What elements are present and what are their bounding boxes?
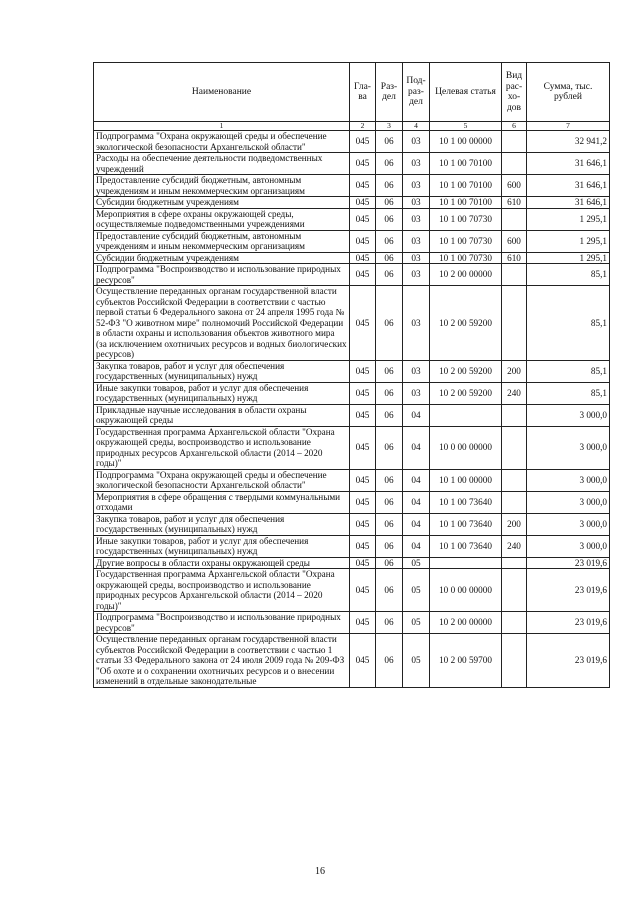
header-number: 3 xyxy=(376,122,403,131)
row-name-cell: Подпрограмма "Охрана окружающей среды и обеспечение экологической безопасности Архангельской области" xyxy=(94,131,350,153)
row-podrazdel-cell: 03 xyxy=(403,197,430,209)
table-row xyxy=(94,612,610,634)
row-glava-cell: 045 xyxy=(350,426,376,469)
row-razdel-cell: 06 xyxy=(376,491,403,513)
table-row xyxy=(94,208,610,230)
row-razdel-cell: 06 xyxy=(376,513,403,535)
row-target-article-cell: 10 2 00 00000 xyxy=(430,612,502,634)
row-target-article-cell: 10 1 00 70730 xyxy=(430,252,502,264)
row-name-cell: Государственная программа Архангельской области "Охрана окружающей среды, воспроизводство и использование природных ресурсов Архангельской области (2014 – 2020 годы)" xyxy=(94,569,350,612)
row-glava-cell: 045 xyxy=(350,286,376,361)
table-row xyxy=(94,131,610,153)
row-name-cell: Другие вопросы в области охраны окружающей среды xyxy=(94,557,350,569)
row-razdel-cell: 06 xyxy=(376,634,403,688)
row-sum-cell: 3 000,0 xyxy=(527,469,610,491)
row-target-article-cell: 10 2 00 00000 xyxy=(430,264,502,286)
row-glava-cell: 045 xyxy=(350,634,376,688)
table-row xyxy=(94,469,610,491)
row-expense-type-cell xyxy=(502,404,527,426)
row-podrazdel-cell: 03 xyxy=(403,230,430,252)
row-expense-type-cell: 240 xyxy=(502,382,527,404)
row-name-cell: Субсидии бюджетным учреждениям xyxy=(94,197,350,209)
row-sum-cell: 1 295,1 xyxy=(527,230,610,252)
header-glava: Гла-ва xyxy=(350,63,376,122)
budget-table xyxy=(93,62,610,688)
row-razdel-cell: 06 xyxy=(376,286,403,361)
row-name-cell: Подпрограмма "Охрана окружающей среды и обеспечение экологической безопасности Архангельской области" xyxy=(94,469,350,491)
row-expense-type-cell xyxy=(502,569,527,612)
row-target-article-cell: 10 2 00 59200 xyxy=(430,382,502,404)
row-target-article-cell: 10 0 00 00000 xyxy=(430,426,502,469)
row-podrazdel-cell: 03 xyxy=(403,175,430,197)
row-name-cell: Иные закупки товаров, работ и услуг для обеспечения государственных (муниципальных) нужд xyxy=(94,535,350,557)
row-expense-type-cell: 200 xyxy=(502,513,527,535)
row-glava-cell: 045 xyxy=(350,252,376,264)
row-target-article-cell xyxy=(430,404,502,426)
table-row xyxy=(94,513,610,535)
row-sum-cell: 31 646,1 xyxy=(527,175,610,197)
row-name-cell: Мероприятия в сфере охраны окружающей среды, осуществляемые подведомственными учреждениями xyxy=(94,208,350,230)
row-expense-type-cell: 200 xyxy=(502,360,527,382)
row-name-cell: Закупка товаров, работ и услуг для обеспечения государственных (муниципальных) нужд xyxy=(94,513,350,535)
row-target-article-cell: 10 1 00 70100 xyxy=(430,175,502,197)
header-number: 5 xyxy=(430,122,502,131)
row-sum-cell: 3 000,0 xyxy=(527,491,610,513)
row-glava-cell: 045 xyxy=(350,360,376,382)
row-podrazdel-cell: 03 xyxy=(403,286,430,361)
row-expense-type-cell xyxy=(502,131,527,153)
row-target-article-cell: 10 2 00 59700 xyxy=(430,634,502,688)
table-row xyxy=(94,382,610,404)
row-razdel-cell: 06 xyxy=(376,404,403,426)
table-row xyxy=(94,264,610,286)
row-expense-type-cell: 610 xyxy=(502,252,527,264)
header-number-row xyxy=(94,122,610,131)
table-row xyxy=(94,634,610,688)
header-number: 7 xyxy=(527,122,610,131)
row-razdel-cell: 06 xyxy=(376,208,403,230)
row-glava-cell: 045 xyxy=(350,469,376,491)
row-podrazdel-cell: 05 xyxy=(403,634,430,688)
row-glava-cell: 045 xyxy=(350,535,376,557)
row-target-article-cell: 10 1 00 70100 xyxy=(430,197,502,209)
row-podrazdel-cell: 03 xyxy=(403,208,430,230)
row-expense-type-cell xyxy=(502,286,527,361)
row-podrazdel-cell: 03 xyxy=(403,153,430,175)
row-razdel-cell: 06 xyxy=(376,426,403,469)
table-row xyxy=(94,404,610,426)
row-sum-cell: 3 000,0 xyxy=(527,513,610,535)
table-row xyxy=(94,153,610,175)
row-razdel-cell: 06 xyxy=(376,382,403,404)
row-podrazdel-cell: 05 xyxy=(403,557,430,569)
row-razdel-cell: 06 xyxy=(376,252,403,264)
row-sum-cell: 1 295,1 xyxy=(527,252,610,264)
row-sum-cell: 85,1 xyxy=(527,264,610,286)
header-number: 1 xyxy=(94,122,350,131)
header-number: 6 xyxy=(502,122,527,131)
header-name: Наименование xyxy=(94,63,350,122)
row-name-cell: Подпрограмма "Воспроизводство и использование природных ресурсов" xyxy=(94,612,350,634)
row-expense-type-cell xyxy=(502,426,527,469)
row-name-cell: Мероприятия в сфере обращения с твердыми коммунальными отходами xyxy=(94,491,350,513)
row-razdel-cell: 06 xyxy=(376,230,403,252)
row-sum-cell: 31 646,1 xyxy=(527,153,610,175)
header-razdel: Раз-дел xyxy=(376,63,403,122)
row-podrazdel-cell: 03 xyxy=(403,131,430,153)
table-body xyxy=(94,63,610,688)
row-podrazdel-cell: 03 xyxy=(403,382,430,404)
row-glava-cell: 045 xyxy=(350,208,376,230)
row-glava-cell: 045 xyxy=(350,131,376,153)
table-row xyxy=(94,535,610,557)
row-razdel-cell: 06 xyxy=(376,360,403,382)
row-razdel-cell: 06 xyxy=(376,557,403,569)
row-expense-type-cell xyxy=(502,208,527,230)
row-name-cell: Субсидии бюджетным учреждениям xyxy=(94,252,350,264)
row-glava-cell: 045 xyxy=(350,382,376,404)
row-sum-cell: 23 019,6 xyxy=(527,634,610,688)
row-podrazdel-cell: 04 xyxy=(403,491,430,513)
row-name-cell: Осуществление переданных органам государственной власти субъектов Российской Федерации в соответствии с частью 1 статьи 33 Федерального закона от 24 июля 2009 года № 209-ФЗ "Об охоте и о сохранении охотничьих ресурсов и о внесении изменений в отдельные законодательные xyxy=(94,634,350,688)
row-razdel-cell: 06 xyxy=(376,153,403,175)
row-name-cell: Предоставление субсидий бюджетным, автономным учреждениям и иным некоммерческим организациям xyxy=(94,175,350,197)
row-sum-cell: 23 019,6 xyxy=(527,569,610,612)
row-expense-type-cell xyxy=(502,612,527,634)
row-podrazdel-cell: 04 xyxy=(403,469,430,491)
header-sum: Сумма, тыс. рублей xyxy=(527,63,610,122)
row-podrazdel-cell: 04 xyxy=(403,404,430,426)
row-target-article-cell: 10 1 00 00000 xyxy=(430,131,502,153)
row-sum-cell: 23 019,6 xyxy=(527,612,610,634)
row-glava-cell: 045 xyxy=(350,230,376,252)
row-glava-cell: 045 xyxy=(350,153,376,175)
row-expense-type-cell: 240 xyxy=(502,535,527,557)
row-razdel-cell: 06 xyxy=(376,569,403,612)
row-glava-cell: 045 xyxy=(350,557,376,569)
row-expense-type-cell xyxy=(502,634,527,688)
row-sum-cell: 23 019,6 xyxy=(527,557,610,569)
row-target-article-cell: 10 1 00 70730 xyxy=(430,208,502,230)
row-target-article-cell: 10 1 00 00000 xyxy=(430,469,502,491)
table-row xyxy=(94,286,610,361)
table-row xyxy=(94,230,610,252)
row-podrazdel-cell: 03 xyxy=(403,264,430,286)
row-name-cell: Осуществление переданных органам государственной власти субъектов Российской Федерации в соответствии с частью первой статьи 6 Федерального закона от 24 апреля 1995 года № 52-ФЗ "О животном мире" полномочий Российской Федерации в области охраны и использования объектов животного мира (за исключением охотничьих ресурсов и водных биологических ресурсов) xyxy=(94,286,350,361)
row-podrazdel-cell: 04 xyxy=(403,426,430,469)
row-glava-cell: 045 xyxy=(350,175,376,197)
row-podrazdel-cell: 04 xyxy=(403,513,430,535)
row-glava-cell: 045 xyxy=(350,612,376,634)
header-expense-type: Вид рас-хо-дов xyxy=(502,63,527,122)
row-name-cell: Предоставление субсидий бюджетным, автономным учреждениям и иным некоммерческим организациям xyxy=(94,230,350,252)
row-name-cell: Государственная программа Архангельской области "Охрана окружающей среды, воспроизводство и использование природных ресурсов Архангельской области (2014 – 2020 годы)" xyxy=(94,426,350,469)
table-row xyxy=(94,360,610,382)
row-name-cell: Расходы на обеспечение деятельности подведомственных учреждений xyxy=(94,153,350,175)
row-name-cell: Прикладные научные исследования в области охраны окружающей среды xyxy=(94,404,350,426)
row-sum-cell: 31 646,1 xyxy=(527,197,610,209)
row-sum-cell: 85,1 xyxy=(527,286,610,361)
row-target-article-cell: 10 1 00 70730 xyxy=(430,230,502,252)
table-row xyxy=(94,491,610,513)
row-name-cell: Закупка товаров, работ и услуг для обеспечения государственных (муниципальных) нужд xyxy=(94,360,350,382)
row-target-article-cell xyxy=(430,557,502,569)
table-row xyxy=(94,197,610,209)
row-sum-cell: 3 000,0 xyxy=(527,426,610,469)
row-razdel-cell: 06 xyxy=(376,264,403,286)
table-row xyxy=(94,569,610,612)
row-podrazdel-cell: 03 xyxy=(403,360,430,382)
header-target-article: Целевая статья xyxy=(430,63,502,122)
row-target-article-cell: 10 1 00 73640 xyxy=(430,513,502,535)
row-expense-type-cell xyxy=(502,491,527,513)
row-razdel-cell: 06 xyxy=(376,197,403,209)
row-expense-type-cell: 600 xyxy=(502,175,527,197)
table-row xyxy=(94,175,610,197)
table-row xyxy=(94,252,610,264)
header-row xyxy=(94,63,610,122)
row-glava-cell: 045 xyxy=(350,491,376,513)
row-glava-cell: 045 xyxy=(350,404,376,426)
row-podrazdel-cell: 05 xyxy=(403,612,430,634)
row-expense-type-cell: 610 xyxy=(502,197,527,209)
row-razdel-cell: 06 xyxy=(376,612,403,634)
header-number: 4 xyxy=(403,122,430,131)
row-target-article-cell: 10 0 00 00000 xyxy=(430,569,502,612)
row-target-article-cell: 10 2 00 59200 xyxy=(430,360,502,382)
row-sum-cell: 3 000,0 xyxy=(527,404,610,426)
row-name-cell: Подпрограмма "Воспроизводство и использование природных ресурсов" xyxy=(94,264,350,286)
row-sum-cell: 1 295,1 xyxy=(527,208,610,230)
row-target-article-cell: 10 1 00 73640 xyxy=(430,491,502,513)
header-number: 2 xyxy=(350,122,376,131)
page-number: 16 xyxy=(315,866,325,877)
row-podrazdel-cell: 05 xyxy=(403,569,430,612)
row-expense-type-cell xyxy=(502,469,527,491)
row-glava-cell: 045 xyxy=(350,513,376,535)
row-razdel-cell: 06 xyxy=(376,535,403,557)
table-row xyxy=(94,557,610,569)
row-sum-cell: 85,1 xyxy=(527,382,610,404)
row-expense-type-cell xyxy=(502,153,527,175)
row-razdel-cell: 06 xyxy=(376,131,403,153)
row-razdel-cell: 06 xyxy=(376,469,403,491)
row-glava-cell: 045 xyxy=(350,569,376,612)
row-target-article-cell: 10 2 00 59200 xyxy=(430,286,502,361)
row-target-article-cell: 10 1 00 70100 xyxy=(430,153,502,175)
row-glava-cell: 045 xyxy=(350,197,376,209)
row-razdel-cell: 06 xyxy=(376,175,403,197)
row-sum-cell: 85,1 xyxy=(527,360,610,382)
row-expense-type-cell xyxy=(502,264,527,286)
row-podrazdel-cell: 04 xyxy=(403,535,430,557)
row-expense-type-cell: 600 xyxy=(502,230,527,252)
row-glava-cell: 045 xyxy=(350,264,376,286)
row-sum-cell: 32 941,2 xyxy=(527,131,610,153)
row-sum-cell: 3 000,0 xyxy=(527,535,610,557)
row-name-cell: Иные закупки товаров, работ и услуг для обеспечения государственных (муниципальных) нужд xyxy=(94,382,350,404)
row-podrazdel-cell: 03 xyxy=(403,252,430,264)
row-expense-type-cell xyxy=(502,557,527,569)
header-podrazdel: Под-раз-дел xyxy=(403,63,430,122)
row-target-article-cell: 10 1 00 73640 xyxy=(430,535,502,557)
table-row xyxy=(94,426,610,469)
